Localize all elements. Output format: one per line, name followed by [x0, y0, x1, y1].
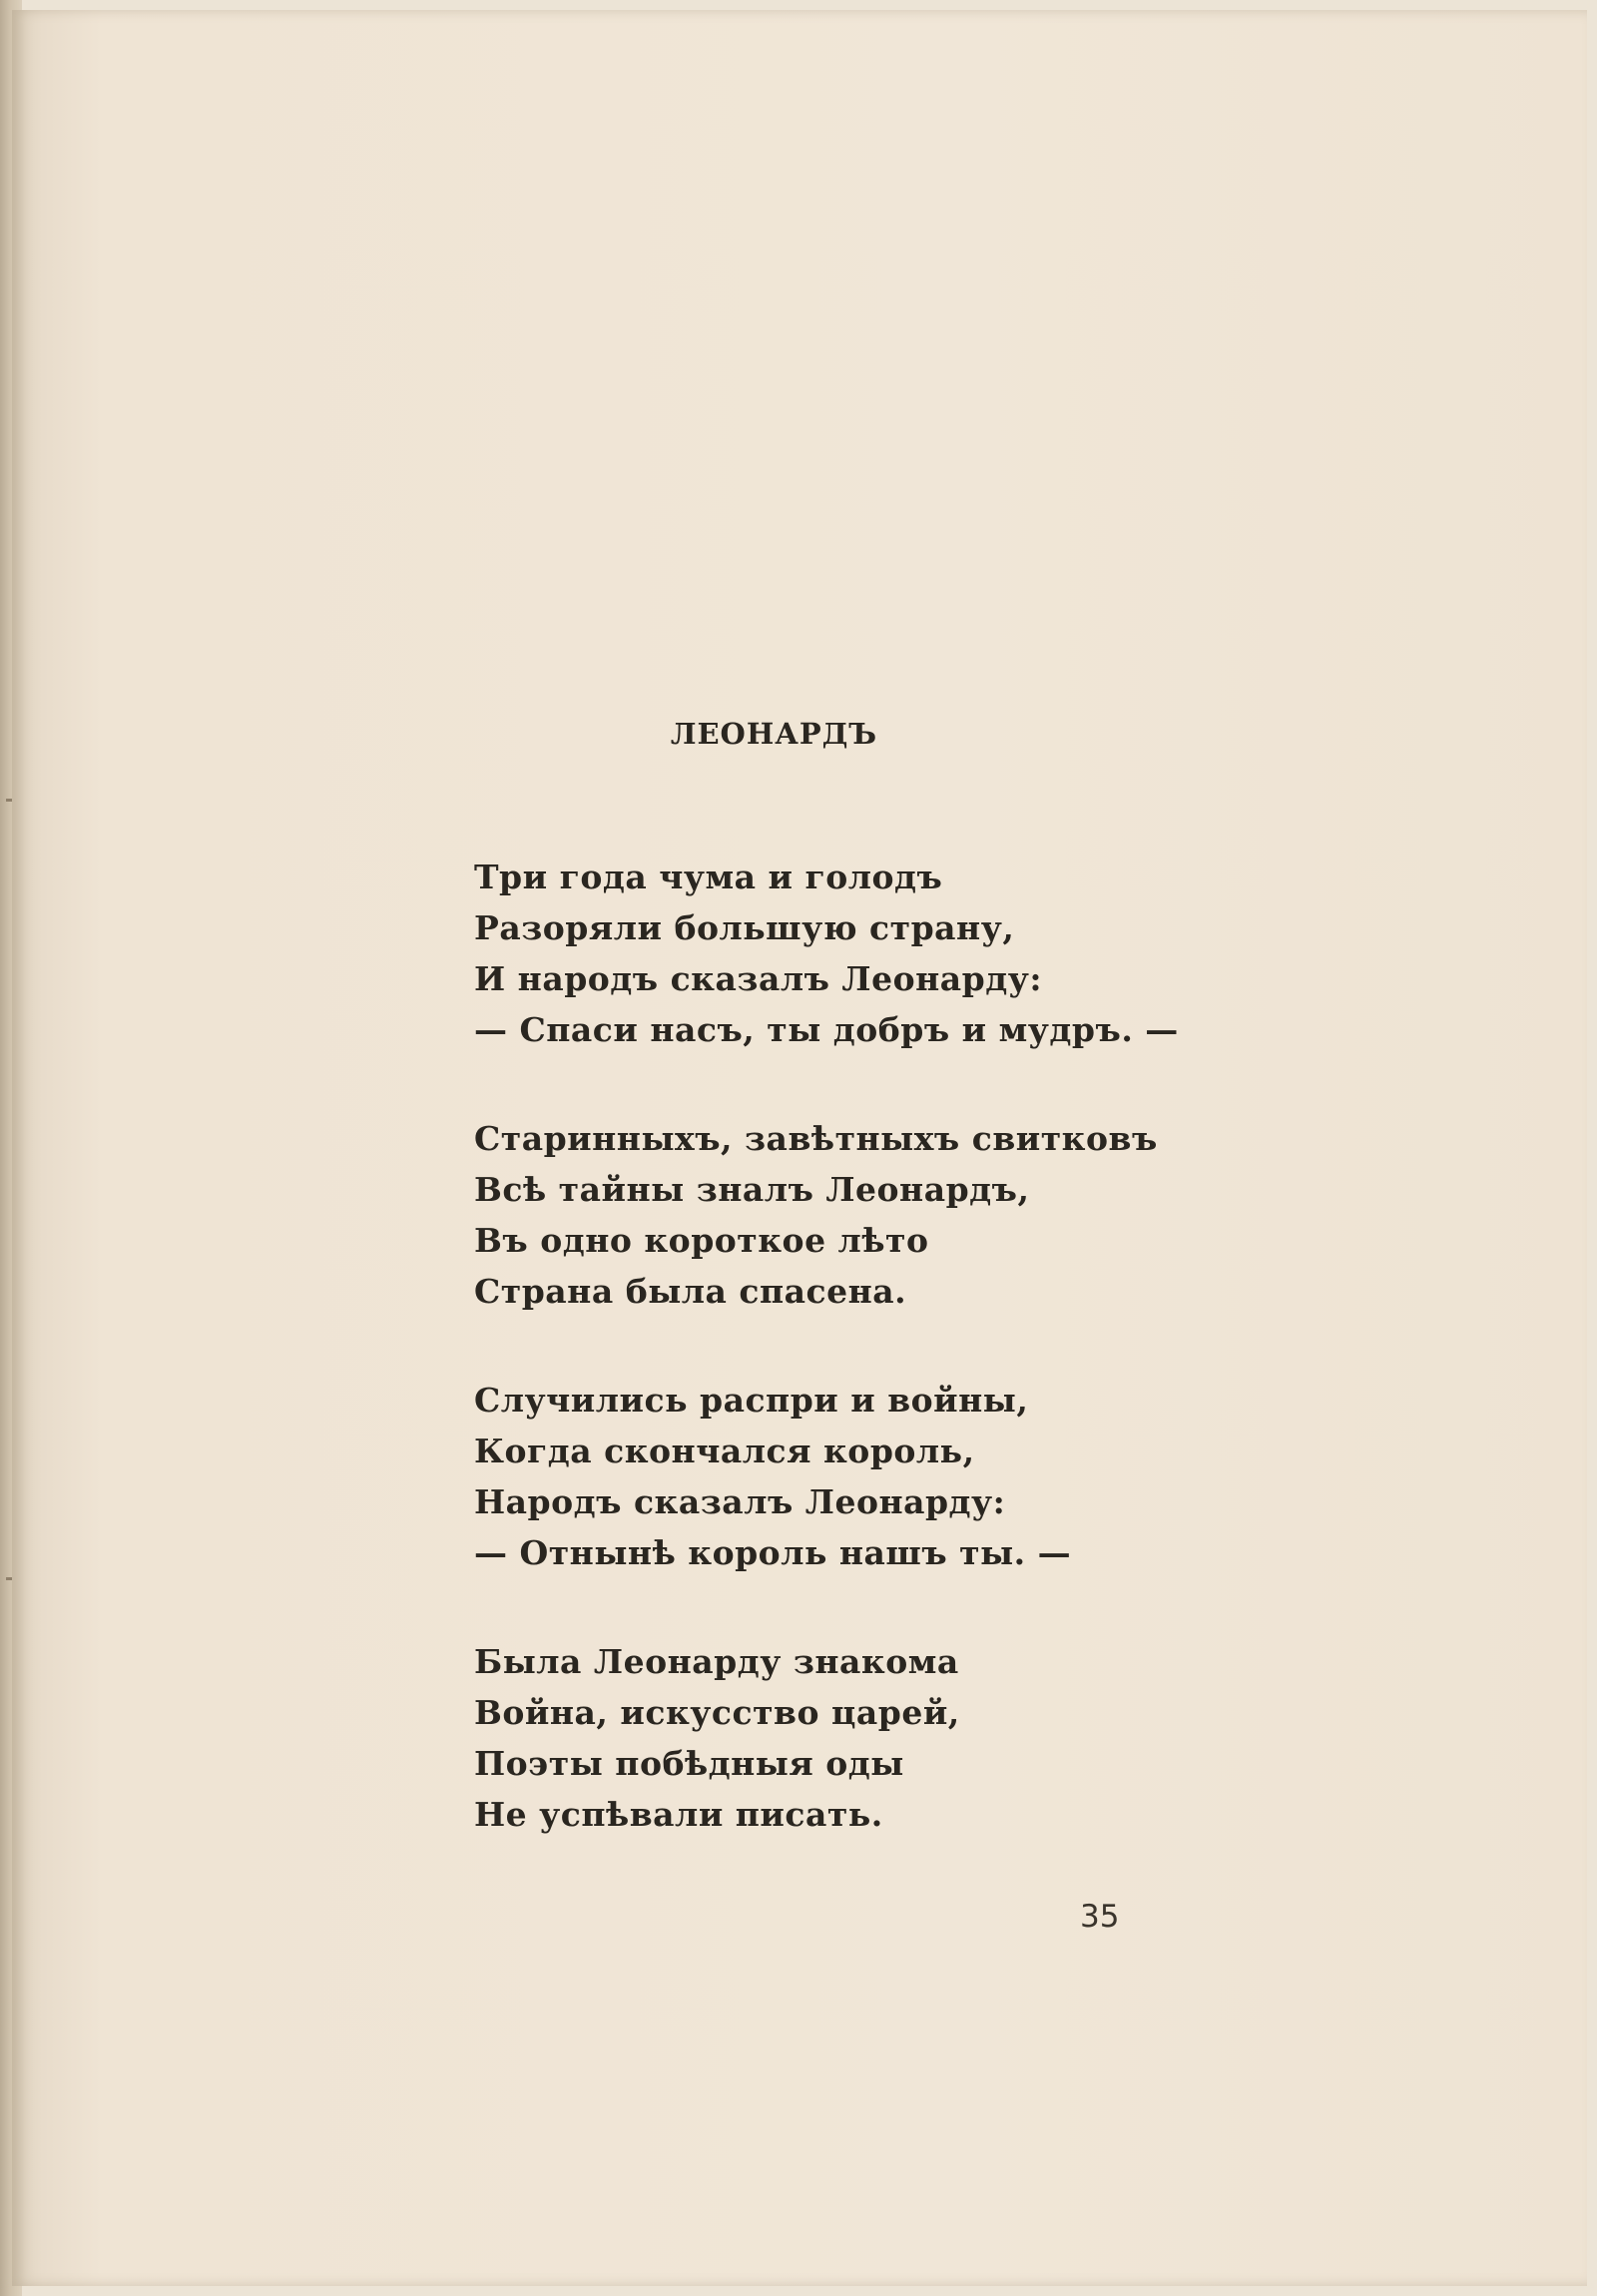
- poem-line: Война, искусство царей,: [474, 1693, 960, 1732]
- poem-body: [474, 852, 1273, 1898]
- poem-line: — Спаси насъ, ты добръ и мудръ. —: [474, 1010, 1179, 1049]
- poem-title: ЛЕОНАРДЪ: [670, 717, 878, 751]
- poem-line: Всѣ тайны зналъ Леонардъ,: [474, 1170, 1030, 1209]
- poem-line: Народъ сказалъ Леонарду:: [474, 1482, 1006, 1521]
- book-page: [12, 10, 1587, 2286]
- poem-line: И народъ сказалъ Леонарду:: [474, 959, 1043, 998]
- poem-line: Не успѣвали писать.: [474, 1795, 883, 1834]
- poem-line: Была Леонарду знакома: [474, 1642, 959, 1681]
- stanza-2: [474, 1113, 1273, 1317]
- poem-line: Когда скончался король,: [474, 1432, 975, 1470]
- poem-line: Страна была спасена.: [474, 1272, 907, 1311]
- poem-line: Случились распри и войны,: [474, 1381, 1029, 1420]
- stanza-1: [474, 852, 1273, 1055]
- poem-line: Три года чума и голодъ: [474, 858, 943, 896]
- stanza-4: [474, 1636, 1273, 1840]
- stanza-3: [474, 1375, 1273, 1578]
- poem-line: Старинныхъ, завѣтныхъ свитковъ: [474, 1119, 1158, 1158]
- poem-line: Въ одно короткое лѣто: [474, 1221, 929, 1260]
- page-number: 35: [1080, 1899, 1120, 1935]
- poem-line: — Отнынѣ король нашъ ты. —: [474, 1533, 1072, 1572]
- poem-line: Разоряли большую страну,: [474, 908, 1015, 947]
- poem-line: Поэты побѣдныя оды: [474, 1744, 904, 1783]
